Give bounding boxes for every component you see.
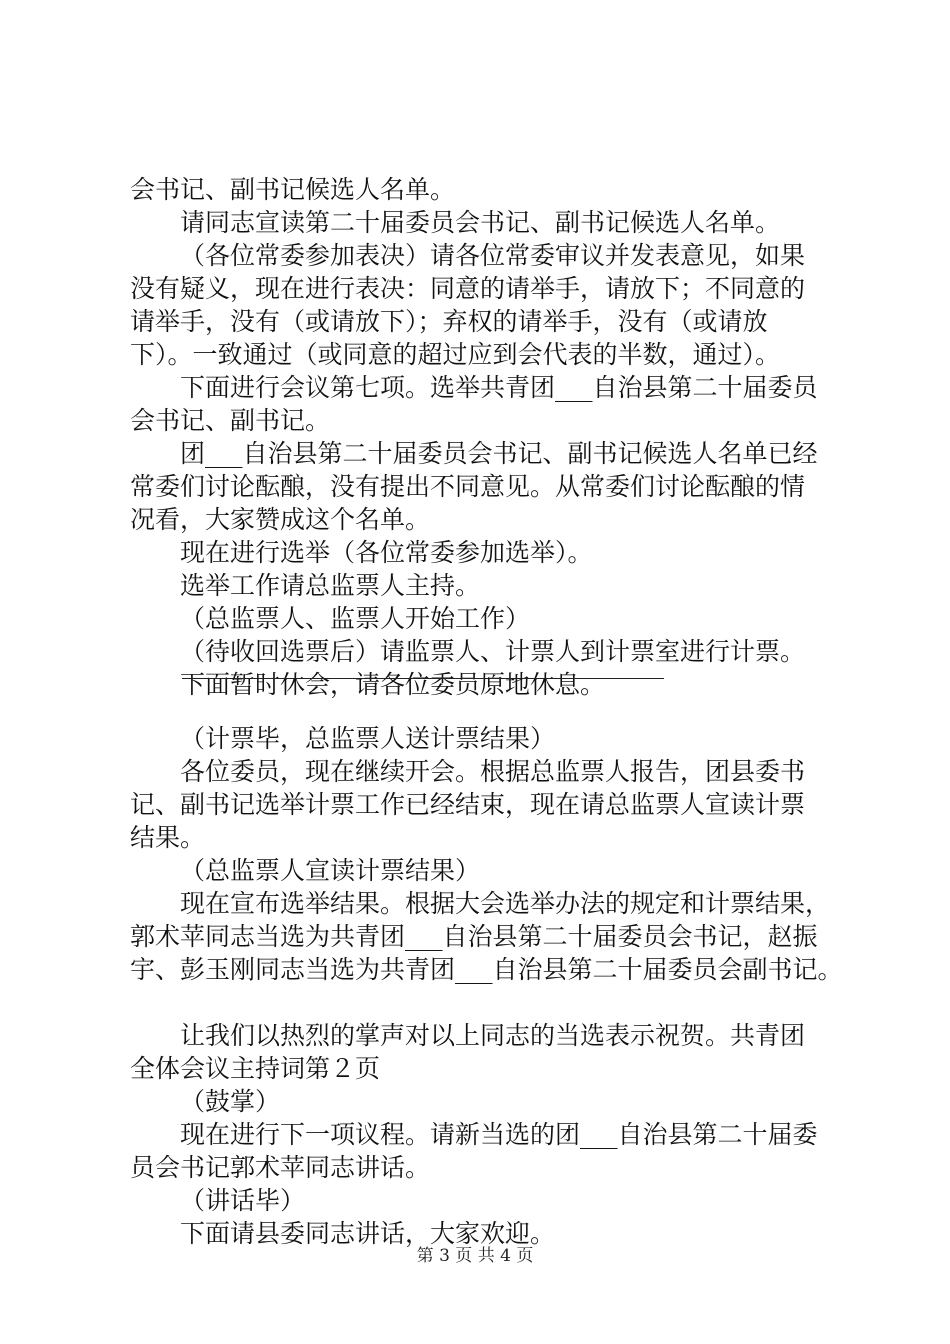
text-line: 下面暂时休会，请各位委员原地休息。 [180,670,606,699]
text-line: 各位委员，现在继续开会。根据总监票人报告，团县委书 [180,757,806,786]
text-line: 结果。 [130,823,206,852]
text-line: 下面请县委同志讲话，大家欢迎。 [180,1219,556,1248]
text-line: 下）。一致通过（或同意的超过应到会代表的半数，通过）。 [130,340,781,369]
text-line: 下面进行会议第七项。选举共青团___自治县第二十届委员 [180,373,818,402]
page-footer: 第 3 页 共 4 页 [416,1246,534,1266]
text-line: 请同志宣读第二十届委员会书记、副书记候选人名单。 [180,208,781,237]
text-line: 员会书记郭术苹同志讲话。 [130,1153,431,1182]
text-line: （总监票人、监票人开始工作） [180,604,531,633]
text-line: 选举工作请总监票人主持。 [180,571,481,600]
text-line: 没有疑义，现在进行表决：同意的请举手，请放下；不同意的 [130,274,806,303]
text-line: 记、副书记选举计票工作已经结束，现在请总监票人宣读计票 [130,790,806,819]
text-line: 让我们以热烈的掌声对以上同志的当选表示祝贺。共青团 [180,1021,806,1050]
text-line: 会书记、副书记。 [130,406,331,435]
text-line: （各位常委参加表决）请各位常委审议并发表意见，如果 [180,241,806,270]
text-line: （总监票人宣读计票结果） [180,856,481,885]
text-line: 请举手，没有（或请放下）；弃权的请举手，没有（或请放 [130,307,768,336]
text-line: 会书记、副书记候选人名单。 [130,175,456,204]
text-line: 全体会议主持词第２页 [130,1054,381,1083]
text-line: 团___自治县第二十届委员会书记、副书记候选人名单已经 [180,439,818,468]
text-line: （讲话毕） [180,1186,306,1215]
text-line: 宇、彭玉刚同志当选为共青团___自治县第二十届委员会副书记。 [130,955,843,984]
text-line: （待收回选票后）请监票人、计票人到计票室进行计票。 [180,637,806,666]
text-line: （计票毕，总监票人送计票结果） [180,724,556,753]
text-line: 现在进行选举（各位常委参加选举）。 [180,538,593,567]
text-line: 郭术苹同志当选为共青团___自治县第二十届委员会书记，赵振 [130,922,818,951]
text-line: 现在宣布选举结果。根据大会选举办法的规定和计票结果， [180,889,831,918]
text-line: 常委们讨论酝酿，没有提出不同意见。从常委们讨论酝酿的情 [130,472,806,501]
text-line: （鼓掌） [180,1087,281,1116]
text-line: 况看，大家赞成这个名单。 [130,505,431,534]
separator-line [182,678,664,679]
text-line: 现在进行下一项议程。请新当选的团___自治县第二十届委 [180,1120,818,1149]
